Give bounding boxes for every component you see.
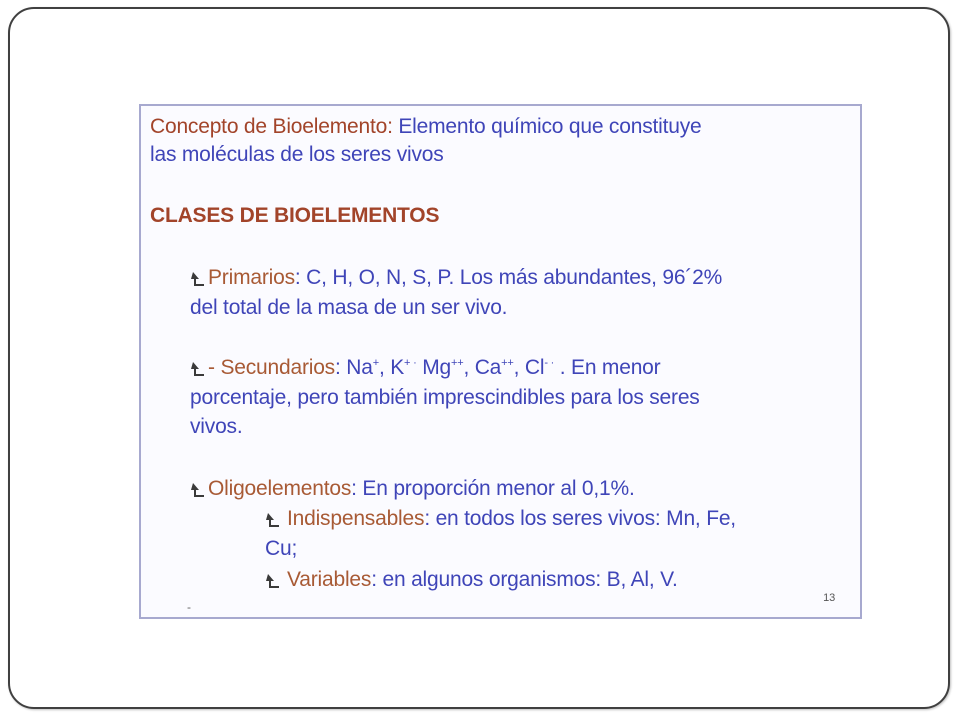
ion-cl-charge: - · (544, 357, 555, 369)
primarios-line-2: del total de la masa de un ser vivo. (190, 296, 508, 319)
concept-line-1 (150, 115, 701, 139)
ion-mg: Mg (416, 356, 451, 379)
primarios-line-1 (190, 266, 722, 290)
variables-label: Variables (287, 568, 372, 591)
concept-line-2: las moléculas de los seres vivos (150, 143, 444, 166)
ion-ca: , Ca (463, 356, 502, 379)
concept-label: Concepto de Bioelemento: (150, 115, 393, 138)
oligoelementos-text: : En proporción menor al 0,1%. (351, 477, 635, 500)
indispensables-line-2: Cu; (265, 537, 298, 560)
ion-k-charge: + · (404, 357, 417, 369)
slide-frame (8, 7, 950, 709)
secundarios-line-1 (190, 356, 660, 380)
concept-text-1: Elemento químico que constituye (398, 115, 702, 138)
ion-cl: , Cl (513, 356, 545, 379)
variables-line (265, 568, 678, 592)
arrow-bullet-icon (190, 360, 206, 376)
secundarios-tail: . En menor (554, 356, 661, 379)
variables-text: : en algunos organismos: B, Al, V. (371, 568, 678, 591)
indispensables-line-1 (265, 507, 736, 531)
ion-ca-charge: ++ (501, 357, 514, 369)
arrow-bullet-icon (190, 270, 206, 286)
arrow-bullet-icon (190, 481, 206, 497)
oligoelementos-line (190, 477, 635, 501)
secundarios-prefix: - (208, 356, 221, 379)
document-image (139, 104, 862, 619)
secundarios-label: Secundarios (220, 356, 335, 379)
ion-na-charge: + (372, 357, 379, 369)
oligoelementos-label: Oligoelementos (208, 477, 352, 500)
ion-mg-charge: ++ (450, 357, 464, 369)
secundarios-line-3: vivos. (190, 415, 243, 438)
classes-heading: CLASES DE BIOELEMENTOS (150, 204, 440, 227)
arrow-bullet-icon (265, 572, 281, 588)
primarios-label: Primarios (208, 266, 295, 289)
ion-k: , K (378, 356, 405, 379)
arrow-bullet-icon (265, 511, 281, 527)
ion-na: : Na (334, 356, 373, 379)
footer-mark: - (187, 600, 191, 614)
secundarios-line-2: porcentaje, pero también imprescindibles para los seres (190, 386, 700, 409)
indispensables-label: Indispensables (287, 507, 425, 530)
primarios-text-1: : C, H, O, N, S, P. Los más abundantes, 96´2% (294, 266, 723, 289)
page-number: 13 (823, 592, 835, 604)
indispensables-text-1: : en todos los seres vivos: Mn, Fe, (424, 507, 736, 530)
